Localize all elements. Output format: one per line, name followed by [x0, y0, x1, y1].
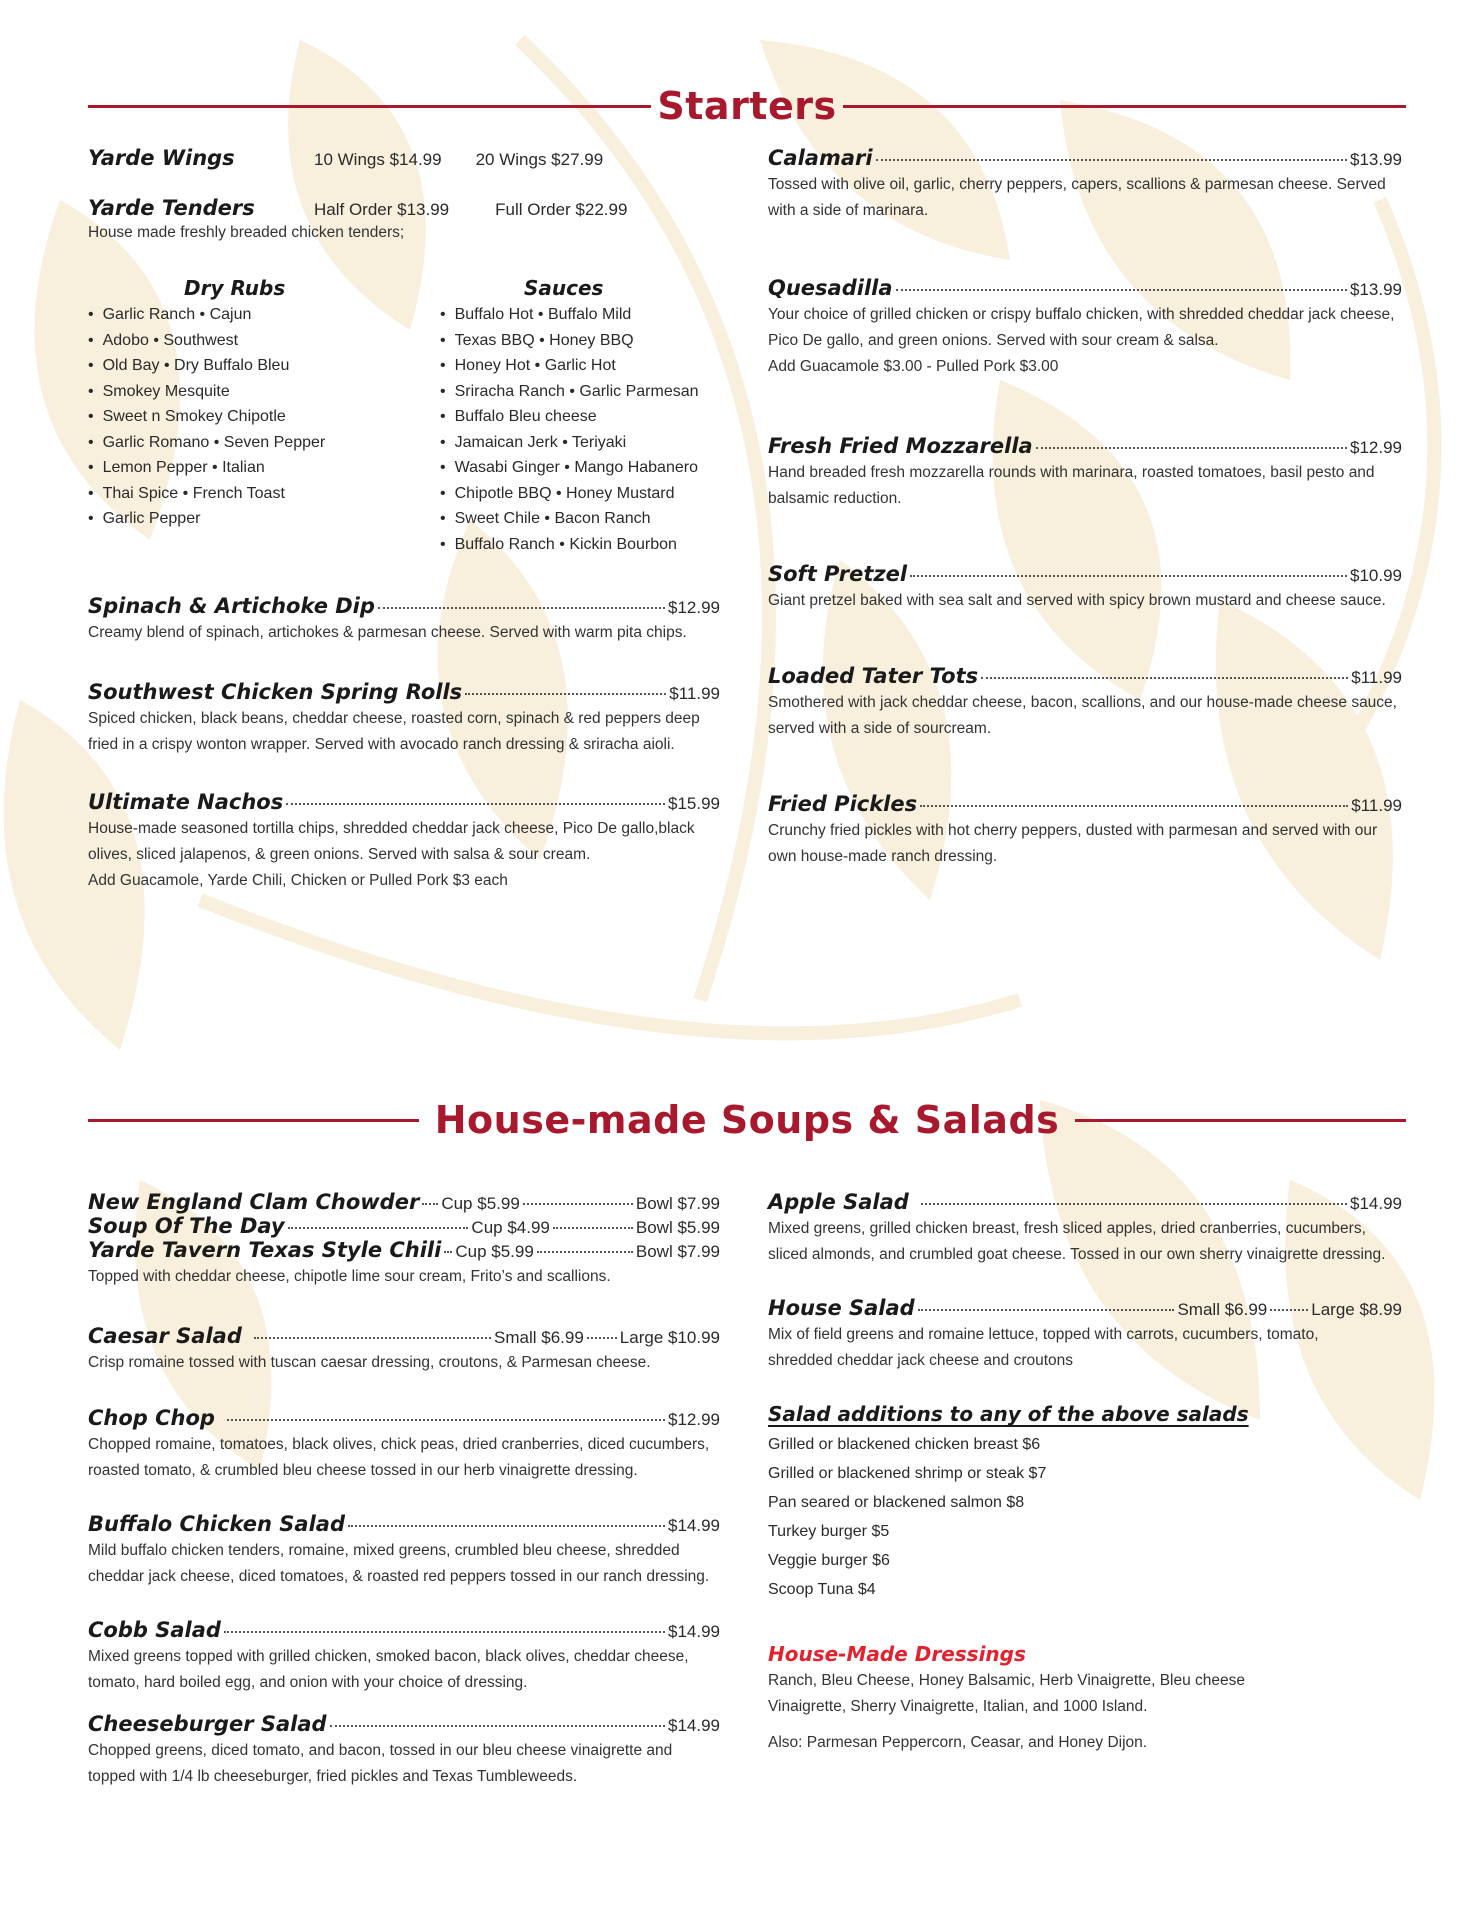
- list-item: • Sriracha Ranch • Garlic Parmesan: [440, 379, 730, 405]
- item-name: Apple Salad: [768, 1190, 909, 1214]
- leader-dots: [224, 1631, 665, 1633]
- list-item: Turkey burger $5: [768, 1523, 890, 1540]
- item-price: $12.99: [668, 598, 720, 617]
- leader-dots: [378, 607, 665, 609]
- starters-header: [88, 84, 1406, 128]
- list-item: • Jamaican Jerk • Teriyaki: [440, 430, 730, 456]
- list-item: • Chipotle BBQ • Honey Mustard: [440, 481, 730, 507]
- item-description: Chopped greens, diced tomato, and bacon, tossed in our bleu cheese vinaigrette and topped with 1/4 lb cheeseburger, fried pickles and Texas Tumbleweeds.: [88, 1742, 673, 1785]
- leader-dots: [288, 1227, 469, 1229]
- soup-row: [88, 1190, 720, 1214]
- menu-item-soft-pretzel: [768, 562, 1402, 614]
- item-price: $13.99: [1350, 280, 1402, 299]
- item-description: Mix of field greens and romaine lettuce, topped with carrots, cucumbers, tomato, shredded cheddar jack cheese and croutons: [768, 1326, 1319, 1369]
- item-price: $11.99: [1351, 796, 1402, 815]
- item-description: Tossed with olive oil, garlic, cherry peppers, capers, scallions & parmesan cheese. Served with a side of marinara.: [768, 176, 1386, 219]
- item-description: Topped with cheddar cheese, chipotle lime sour cream, Frito’s and scallions.: [88, 1268, 611, 1285]
- leader-dots: [227, 1419, 665, 1421]
- item-price: $14.99: [668, 1516, 720, 1535]
- item-description: Mixed greens, grilled chicken breast, fresh sliced apples, dried cranberries, cucumbers, sliced almonds, and crumbled goat cheese. Tossed in our own sherry vinaigrette dressing.: [768, 1220, 1386, 1263]
- leader-dots: [1036, 447, 1347, 449]
- list-item: • Smokey Mesquite: [88, 379, 428, 405]
- menu-item-calamari: [768, 146, 1402, 224]
- item-name: Fried Pickles: [768, 792, 918, 816]
- list-item: • Sweet Chile • Bacon Ranch: [440, 506, 730, 532]
- item-price: $11.99: [669, 684, 720, 703]
- item-description: House-made seasoned tortilla chips, shredded cheddar jack cheese, Pico De gallo,black olives, sliced jalapenos, & green onions. Served with salsa & sour cream.: [88, 820, 695, 863]
- header-rule-left: [88, 105, 651, 108]
- item-name: Cheeseburger Salad: [88, 1712, 327, 1736]
- header-rule-right: [1075, 1119, 1406, 1122]
- list-item: • Garlic Romano • Seven Pepper: [88, 430, 428, 456]
- leader-dots: [918, 1309, 1175, 1311]
- list-item: • Garlic Ranch • Cajun: [88, 302, 428, 328]
- item-note: Add Guacamole, Yarde Chili, Chicken or Pulled Pork $3 each: [88, 872, 508, 889]
- list-item: • Adobo • Southwest: [88, 328, 428, 354]
- item-option: Half Order $13.99: [314, 200, 450, 219]
- menu-item-apple-salad: [768, 1190, 1402, 1268]
- item-price: $13.99: [1350, 150, 1402, 169]
- menu-item-yarde-tenders: [88, 196, 720, 246]
- soups-salads-header: [88, 1098, 1406, 1142]
- starters-right-column: [768, 146, 1402, 906]
- item-price: $11.99: [1351, 668, 1402, 687]
- item-description: Giant pretzel baked with sea salt and served with spicy brown mustard and cheese sauce.: [768, 592, 1386, 609]
- item-description: House made freshly breaded chicken tenders;: [88, 224, 405, 241]
- menu-item-quesadilla: [768, 276, 1402, 380]
- list-item: • Thai Spice • French Toast: [88, 481, 428, 507]
- item-name: Yarde Tavern Texas Style Chili: [88, 1238, 442, 1262]
- item-name: Buffalo Chicken Salad: [88, 1512, 345, 1536]
- leader-dots: [422, 1203, 438, 1205]
- item-price: $14.99: [668, 1622, 720, 1641]
- list-item: • Wasabi Ginger • Mango Habanero: [440, 455, 730, 481]
- menu-item-cobb-salad: [88, 1618, 720, 1696]
- leader-dots: [523, 1203, 633, 1205]
- menu-item-yarde-wings: [88, 146, 720, 170]
- soups-salads-right-column: [768, 1190, 1402, 1810]
- house-made-dressings: [768, 1642, 1402, 1756]
- menu-item-chop-chop: [88, 1406, 720, 1484]
- list-item: • Texas BBQ • Honey BBQ: [440, 328, 730, 354]
- list-item: Grilled or blackened shrimp or steak $7: [768, 1465, 1047, 1482]
- dressings-title: House-Made Dressings: [768, 1642, 1026, 1666]
- item-name: Soup Of The Day: [88, 1214, 285, 1238]
- item-price: $12.99: [668, 1410, 720, 1429]
- menu-item-spring-rolls: [88, 680, 720, 758]
- list-item: • Buffalo Hot • Buffalo Mild: [440, 302, 730, 328]
- small-price: Small $6.99: [494, 1328, 584, 1347]
- menu-item-ultimate-nachos: [88, 790, 720, 894]
- menu-item-caesar-salad: [88, 1324, 720, 1376]
- header-rule-right: [843, 105, 1406, 108]
- item-option: 10 Wings $14.99: [314, 150, 442, 169]
- item-name: Cobb Salad: [88, 1618, 221, 1642]
- leader-dots: [1270, 1309, 1308, 1311]
- item-name: Southwest Chicken Spring Rolls: [88, 680, 463, 704]
- item-description: Creamy blend of spinach, artichokes & parmesan cheese. Served with warm pita chips.: [88, 624, 687, 641]
- item-price: $10.99: [1350, 566, 1402, 585]
- leader-dots: [920, 805, 1348, 807]
- item-description: Crisp romaine tossed with tuscan caesar dressing, croutons, & Parmesan cheese.: [88, 1354, 651, 1371]
- soup-row: [88, 1214, 720, 1238]
- item-name: Calamari: [768, 146, 873, 170]
- item-name: Ultimate Nachos: [88, 790, 284, 814]
- leader-dots: [254, 1337, 491, 1339]
- dressings-list: Ranch, Bleu Cheese, Honey Balsamic, Herb Vinaigrette, Bleu cheese Vinaigrette, Sherry Vinaigrette, Italian, and 1000 Island.: [768, 1672, 1246, 1715]
- item-description: Smothered with jack cheddar cheese, bacon, scallions, and our house-made cheese sauce, served with a side of sourcream.: [768, 694, 1397, 737]
- item-name: House Salad: [768, 1296, 915, 1320]
- starters-title: Starters: [657, 84, 837, 128]
- dry-rubs-list: [88, 276, 428, 532]
- item-name: Spinach & Artichoke Dip: [88, 594, 375, 618]
- item-name: Quesadilla: [768, 276, 893, 300]
- bowl-price: Bowl $7.99: [635, 1242, 720, 1261]
- cup-price: Cup $5.99: [441, 1194, 520, 1213]
- item-description: Chopped romaine, tomatoes, black olives, chick peas, dried cranberries, diced cucumbers, roasted tomato, & crumbled bleu cheese tossed in our herb vinaigrette dressing.: [88, 1436, 710, 1479]
- small-price: Small $6.99: [1177, 1300, 1268, 1319]
- cup-price: Cup $5.99: [455, 1242, 534, 1261]
- list-item: • Lemon Pepper • Italian: [88, 455, 428, 481]
- leader-dots: [553, 1227, 633, 1229]
- leader-dots: [876, 159, 1347, 161]
- item-description: Mild buffalo chicken tenders, romaine, mixed greens, crumbled bleu cheese, shredded cheddar jack cheese, diced tomatoes, & roasted red peppers tossed in our ranch dressing.: [88, 1542, 710, 1585]
- list-item: Grilled or blackened chicken breast $6: [768, 1436, 1041, 1453]
- menu-item-buffalo-chicken-salad: [88, 1512, 720, 1590]
- menu-item-cheeseburger-salad: [88, 1712, 720, 1790]
- leader-dots: [348, 1525, 665, 1527]
- leader-dots: [537, 1251, 633, 1253]
- leader-dots: [286, 803, 665, 805]
- list-item: • Sweet n Smokey Chipotle: [88, 404, 428, 430]
- leader-dots: [981, 677, 1348, 679]
- item-description: Hand breaded fresh mozzarella rounds with marinara, roasted tomatoes, basil pesto and balsamic reduction.: [768, 464, 1375, 507]
- item-price: $12.99: [1350, 438, 1402, 457]
- dressings-also: Also: Parmesan Peppercorn, Ceasar, and Honey Dijon.: [768, 1734, 1148, 1751]
- menu-item-house-salad: [768, 1296, 1402, 1374]
- item-name: Chop Chop: [88, 1406, 215, 1430]
- large-price: Large $10.99: [619, 1328, 720, 1347]
- list-item: • Garlic Pepper: [88, 506, 428, 532]
- item-name: Soft Pretzel: [768, 562, 908, 586]
- item-name: Yarde Tenders: [88, 196, 255, 220]
- list-item: • Old Bay • Dry Buffalo Bleu: [88, 353, 428, 379]
- item-description: Spiced chicken, black beans, cheddar cheese, roasted corn, spinach & red peppers deep fried in a crispy wonton wrapper. Served with avocado ranch dressing & sriracha aioli.: [88, 710, 700, 753]
- menu-item-fried-mozzarella: [768, 434, 1402, 512]
- leader-dots: [896, 289, 1347, 291]
- item-name: New England Clam Chowder: [88, 1190, 420, 1214]
- sauces-list: [440, 276, 730, 557]
- leader-dots: [465, 693, 666, 695]
- list-item: Pan seared or blackened salmon $8: [768, 1494, 1025, 1511]
- item-price: $14.99: [668, 1716, 720, 1735]
- menu-item-fried-pickles: [768, 792, 1402, 870]
- item-description: Mixed greens topped with grilled chicken, smoked bacon, black olives, cheddar cheese, tomato, hard boiled egg, and onion with your choice of dressing.: [88, 1648, 689, 1691]
- salad-additions: [768, 1402, 1402, 1604]
- bowl-price: Bowl $5.99: [635, 1218, 720, 1237]
- bowl-price: Bowl $7.99: [635, 1194, 720, 1213]
- item-description: Your choice of grilled chicken or crispy buffalo chicken, with shredded cheddar jack cheese, Pico De gallo, and green onions. Served with sour cream & salsa.: [768, 306, 1395, 349]
- soups-block: [88, 1190, 720, 1290]
- leader-dots: [444, 1251, 452, 1253]
- item-price: $14.99: [1350, 1194, 1402, 1213]
- soups-salads-left-column: [88, 1190, 720, 1810]
- menu-item-spinach-dip: [88, 594, 720, 646]
- menu-item-tater-tots: [768, 664, 1402, 742]
- item-note: Add Guacamole $3.00 - Pulled Pork $3.00: [768, 358, 1059, 375]
- item-name: Fresh Fried Mozzarella: [768, 434, 1033, 458]
- cup-price: Cup $4.99: [471, 1218, 550, 1237]
- list-item: • Honey Hot • Garlic Hot: [440, 353, 730, 379]
- list-item: • Buffalo Bleu cheese: [440, 404, 730, 430]
- item-description: Crunchy fried pickles with hot cherry peppers, dusted with parmesan and served with our own house-made ranch dressing.: [768, 822, 1378, 865]
- list-item: Veggie burger $6: [768, 1552, 890, 1569]
- item-price: $15.99: [668, 794, 720, 813]
- item-name: Caesar Salad: [88, 1324, 242, 1348]
- dry-rubs-title: Dry Rubs: [184, 276, 286, 300]
- soup-row: [88, 1238, 720, 1262]
- leader-dots: [910, 575, 1347, 577]
- item-name: Loaded Tater Tots: [768, 664, 979, 688]
- item-option: 20 Wings $27.99: [475, 150, 604, 169]
- soups-salads-title: House-made Soups & Salads: [434, 1098, 1060, 1142]
- list-item: • Buffalo Ranch • Kickin Bourbon: [440, 532, 730, 558]
- starters-left-column: [88, 146, 720, 906]
- leader-dots: [921, 1203, 1347, 1205]
- list-item: Scoop Tuna $4: [768, 1581, 876, 1598]
- header-rule-left: [88, 1119, 419, 1122]
- salad-additions-title: Salad additions to any of the above salads: [768, 1402, 1249, 1426]
- leader-dots: [587, 1337, 617, 1339]
- large-price: Large $8.99: [1311, 1300, 1402, 1319]
- leader-dots: [330, 1725, 665, 1727]
- sauces-title: Sauces: [524, 276, 604, 300]
- item-option: Full Order $22.99: [495, 200, 628, 219]
- item-name: Yarde Wings: [88, 146, 235, 170]
